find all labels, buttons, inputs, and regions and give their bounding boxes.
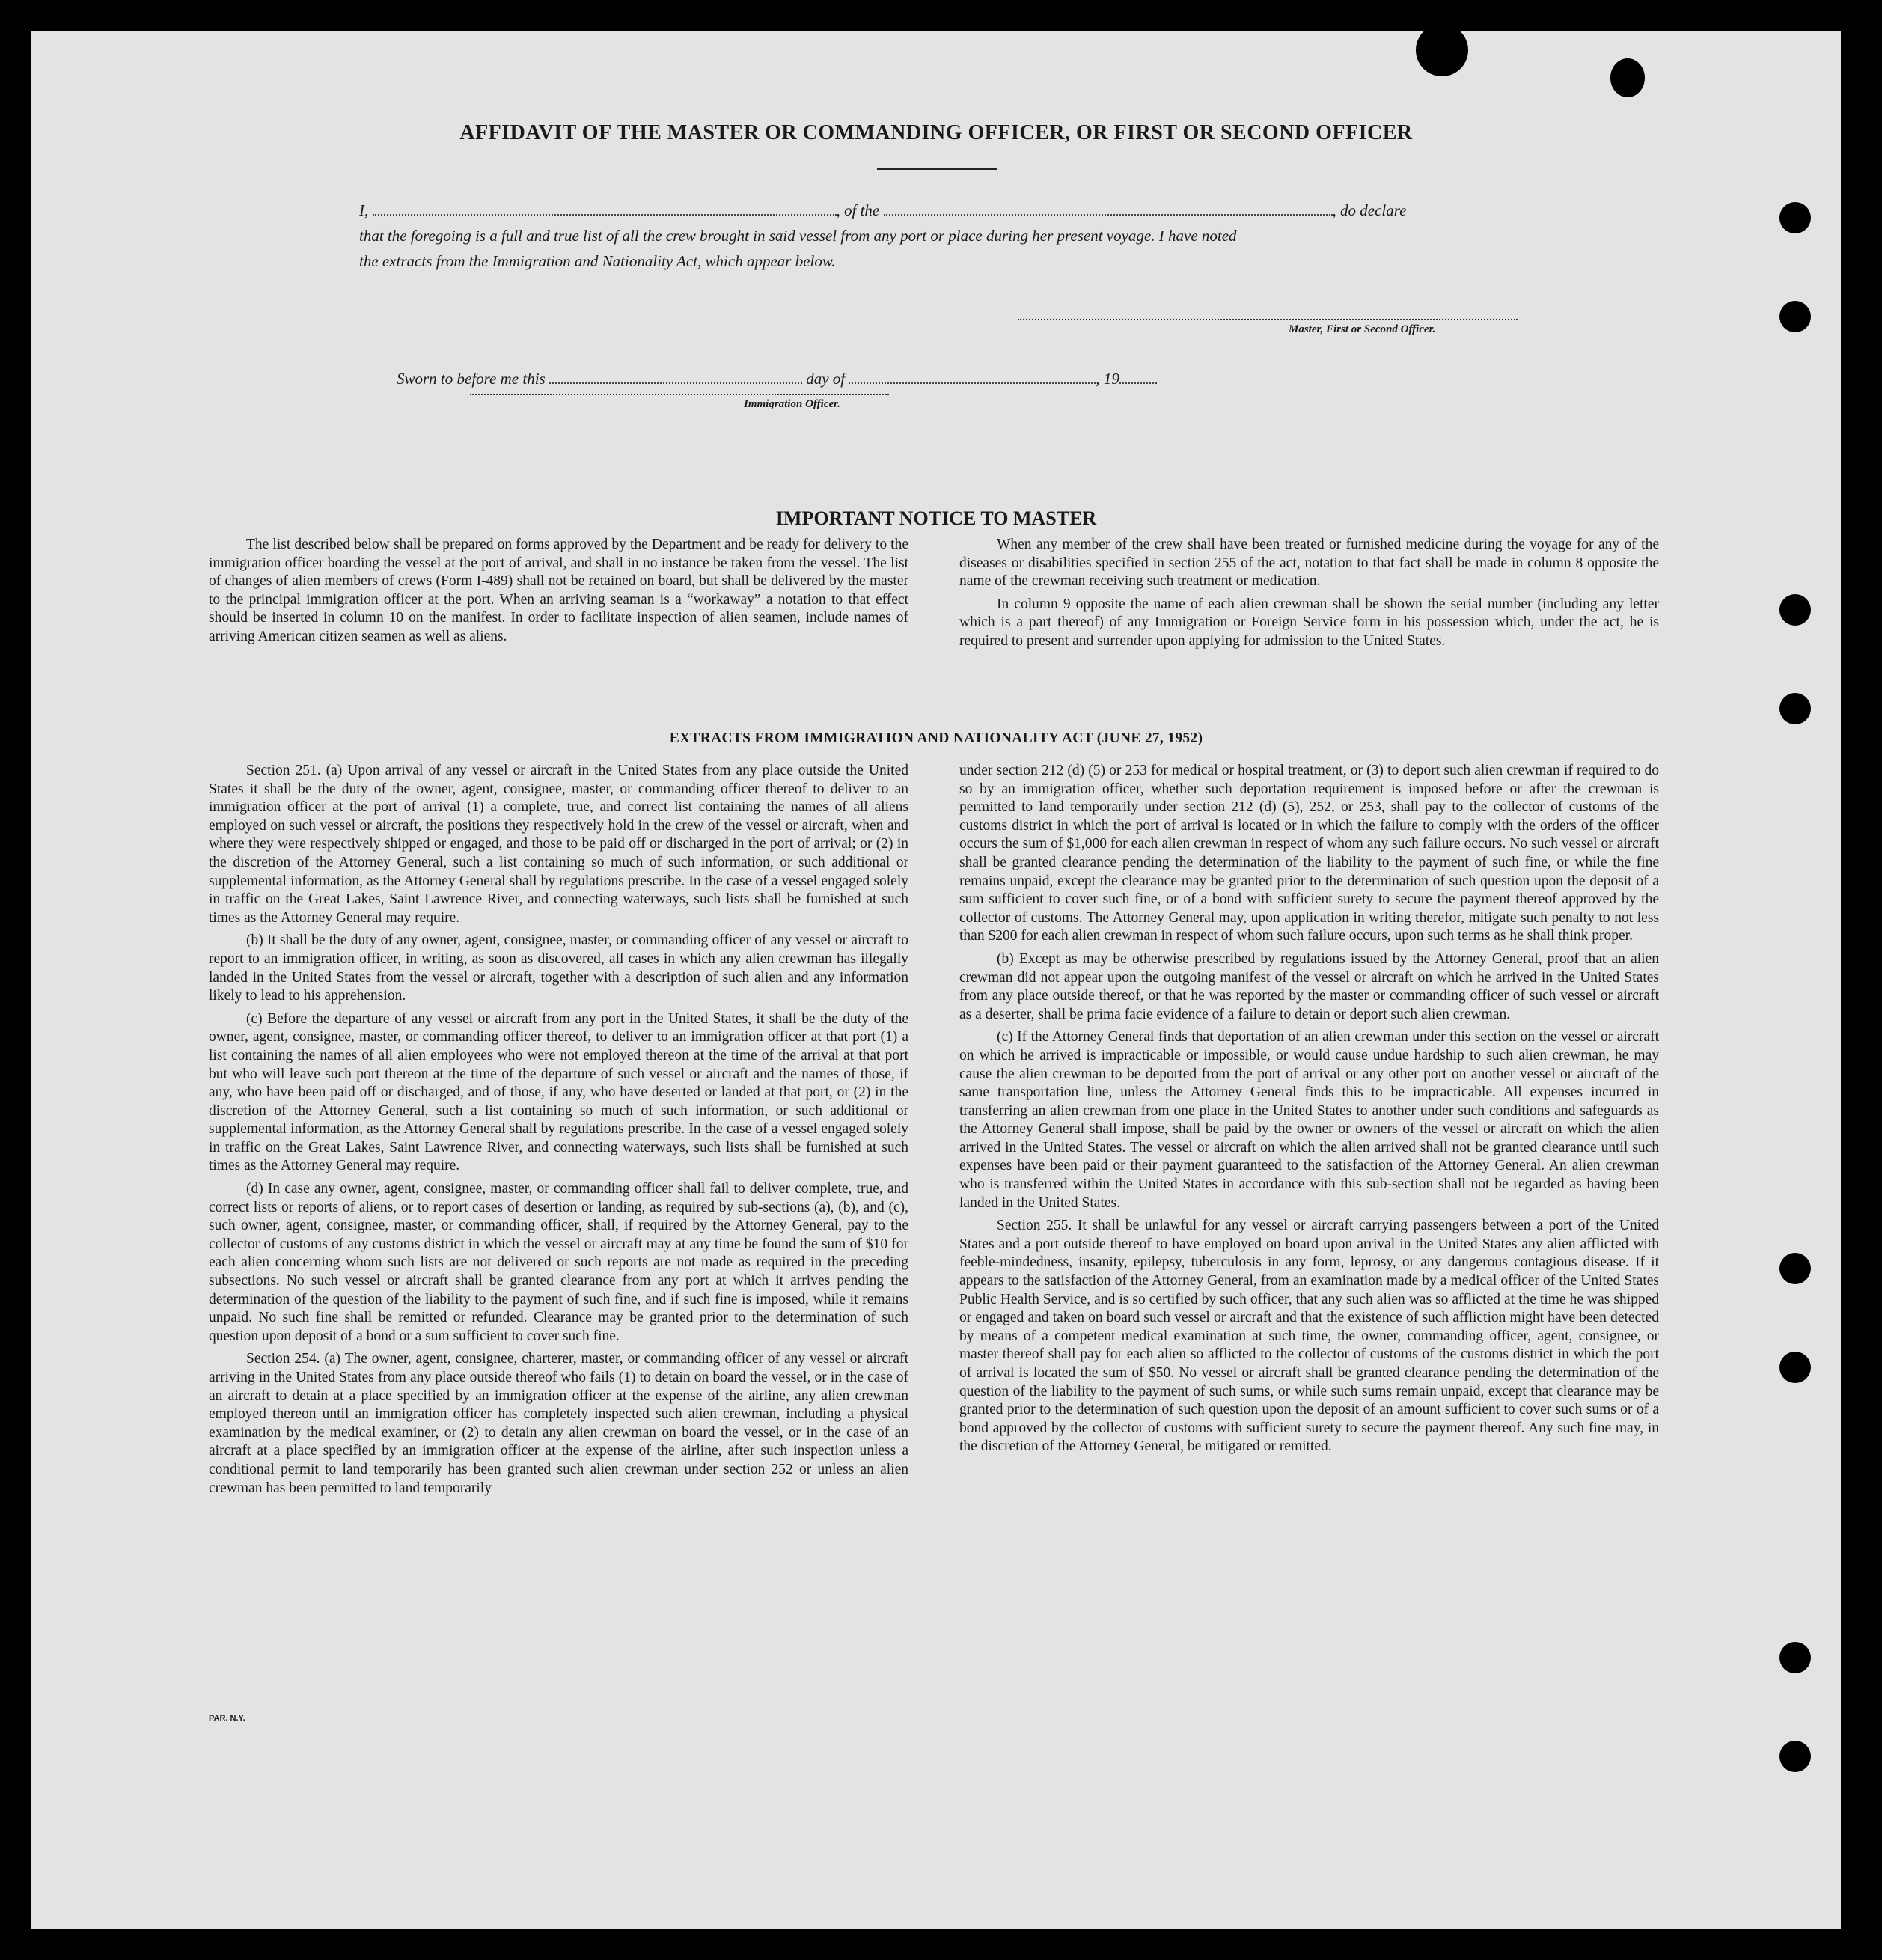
notice-paragraph: When any member of the crew shall have been treated or furnished medicine during the voyage for any of the diseases or disabilities specified in section 255 of the act, notation to that fact shall be made in column 8 opposite the name of the crewman receiving such treatment or medication. [959,537,1659,590]
sworn-line [397,370,1157,388]
binder-hole [1779,1741,1811,1772]
declaration-line-3: the extracts from the Immigration and Nationality Act, which appear below. [359,252,836,270]
declaration-block [359,198,1550,274]
binder-hole [1779,202,1811,233]
notice-paragraph: In column 9 opposite the name of each alien crewman shall be shown the serial number (including any letter which is a part thereof) of any Immigration or Foreign Service form in his possession which, under the act, he is required to present and surrender upon applying for admission to the United States. [959,596,1659,649]
sworn-prefix: Sworn to before me this [397,370,546,388]
document-page [31,31,1841,1929]
month-blank[interactable] [849,372,1096,384]
extract-paragraph: Section 254. (a) The owner, agent, consignee, charterer, master, or commanding officer of any vessel or aircraft arriving in the United States from any place outside thereof who fails (1) to detain on board the vessel, or in the case of an aircraft to detain at a place specified by an immigration officer at the expense of the airline, any alien crewman employed thereon until an immigration officer has completely inspected such alien crewman, including a physical examination by the medical examiner, or (2) to detain any alien crewman on board the vessel, or in the case of an aircraft at a place specified by an immigration officer at the expense of the airline, after such inspection unless a conditional permit to land temporarily has been granted such alien crewman under section 252 or unless an alien crewman has been permitted to land temporarily [209,1351,908,1496]
declaration-line-1 [359,198,1550,223]
master-signature-line[interactable] [1018,319,1518,320]
declaration-mid: , of the [836,201,880,219]
name-blank[interactable] [373,204,837,216]
torn-corner [1416,31,1468,76]
binder-hole [1779,301,1811,332]
notice-paragraph: The list described below shall be prepared on forms approved by the Department and be ready for delivery to the immigration officer boarding the vessel at the port of arrival, and shall in no instance be taken from the vessel. The list of changes of alien members of crews (Form I-489) shall not be retained on board, but shall be delivered by the master to the principal immigration officer at the port. When an arriving seaman is a “workaway” a notation to that effect should be inserted in column 10 on the manifest. In order to facilitate inspection of alien seamen, include names of arriving American citizen seamen as well as aliens. [209,537,908,644]
torn-edge [1610,58,1645,97]
extract-paragraph: under section 212 (d) (5) or 253 for medical or hospital treatment, or (3) to deport such alien crewman if required to do so by an immigration officer, whether such deportation requirement is imposed before or after the crewman is permitted to land temporarily under section 212 (d) (5), 252, or 253, shall pay to the collector of customs of the customs district in which the port of arrival is located or in which the failure to comply with the orders of the officer occurs the sum of $1,000 for each alien crewman in respect of whom any such failure occurs. No such vessel or aircraft shall be granted clearance pending the determination of the liability to the payment of such fine, or while the fine remains unpaid, except the clearance may be granted prior to the determination of such question upon the deposit of a sum sufficient to cover such fine, or of a bond with sufficient surety to secure the payment thereof approved by the collector of customs. The Attorney General may, upon application in writing therefor, mitigate such penalty to not less than $200 for each alien crewman in respect of whom such failure occurs, upon such terms as he shall think proper. [959,763,1659,944]
extract-paragraph: (b) It shall be the duty of any owner, agent, consignee, master, or commanding officer of any vessel or aircraft to report to an immigration officer, in writing, as soon as discovered, all cases in which any alien crewman has illegally landed in the United States from the vessel or aircraft, together with a description of such alien and any information likely to lead to his apprehension. [209,932,908,1004]
notice-left-column [209,536,908,651]
extracts-title: EXTRACTS FROM IMMIGRATION AND NATIONALITY ACT (JUNE 27, 1952) [669,730,1203,746]
extracts-left-column [209,762,908,1502]
title-rule [877,168,997,170]
binder-hole [1779,1642,1811,1673]
extract-paragraph: Section 251. (a) Upon arrival of any vessel or aircraft in the United States from any place outside the United States it shall be the duty of the owner, agent, consignee, master, or commanding officer thereof to deliver to an immigration officer at the port of arrival (1) a complete, true, and correct list containing the names of all aliens employed on such vessel or aircraft, the positions they respectively hold in the crew of the vessel or aircraft, when and where they were respectively shipped or engaged, and those to be paid off or discharged in the port of arrival; or (2) in the discretion of the Attorney General, such a list containing so much of such information, or such additional or supplemental information, as the Attorney General shall by regulations prescribe. In the case of a vessel engaged solely in traffic on the Great Lakes, Saint Lawrence River, and connecting waterways, such lists shall be furnished at such times as the Attorney General may require. [209,763,908,926]
vessel-blank[interactable] [884,204,1333,216]
notice-right-column [959,536,1659,656]
extract-paragraph: Section 255. It shall be unlawful for any vessel or aircraft carrying passengers between a port of the United States and a port outside thereof to have employed on board upon arrival in the United States any alien afflicted with feeble-mindedness, insanity, epilepsy, tuberculosis in any form, leprosy, or any dangerous contagious disease. If it appears to the satisfaction of the Attorney General, from an examination made by a medical officer of the United States Public Health Service, and is so certified by such officer, that any such alien was so afflicted at the time he was shipped or engaged and taken on board such vessel or aircraft and that the existence of such affliction might have been detected by means of a competent medical examination at such time, the owner, commanding officer, agent, consignee, or master thereof shall pay for each alien so afflicted to the collector of customs of the customs district in which the port of arrival is located the sum of $50. No vessel or aircraft shall be granted clearance pending the determination of the question of the liability to the payment of such sums, or while such sums remain unpaid, except that clearance may be granted prior to the determination of such question upon the deposit of an amount sufficient to cover such sums or of a bond approved by the collector of customs with sufficient surety to secure the payment thereof. Any such fine may, in the discretion of the Attorney General, be mitigated or remitted. [959,1218,1659,1455]
officer-signature-caption: Immigration Officer. [744,398,840,410]
binder-hole [1779,1253,1811,1284]
declaration-line-2: that the foregoing is a full and true list of all the crew brought in said vessel from any port or place during her present voyage. I have noted [359,227,1237,245]
officer-signature-line[interactable] [470,394,889,395]
year-blank[interactable] [1119,372,1157,384]
binder-hole [1779,594,1811,626]
declaration-prefix: I, [359,201,369,219]
binder-hole [1779,1352,1811,1383]
binder-hole [1779,693,1811,724]
extract-paragraph: (c) Before the departure of any vessel or aircraft from any port in the United States, it shall be the duty of the owner, agent, consignee, master, or commanding officer thereof, to deliver to an immigration officer at that port (1) a list containing the names of all alien employees who were not employed thereon at the time of the arrival at that port but who will leave such port thereon at the time of the departure of such vessel or aircraft and the names of those, if any, who have been paid off or discharged, and of those, if any, who have deserted or landed at that port, or (2) in the discretion of the Attorney General, such a list containing so much of such information, or such additional or supplemental information, as the Attorney General shall by regulations prescribe. In the case of a vessel engaged solely in traffic on the Great Lakes, Saint Lawrence River, and connecting waterways, such lists shall be furnished at such times as the Attorney General may require. [209,1010,908,1174]
master-signature-caption: Master, First or Second Officer. [1289,323,1436,335]
extracts-right-column [959,762,1659,1461]
extract-paragraph: (b) Except as may be otherwise prescribed by regulations issued by the Attorney General, proof that an alien crewman did not appear upon the outgoing manifest of the vessel or aircraft on which he arrived in the United States from any place outside thereof, or that he was reported by the master or commanding officer of such vessel or aircraft as a deserter, shall be prima facie evidence of a failure to detain or deport such alien crewman. [959,950,1659,1022]
extract-paragraph: (c) If the Attorney General finds that deportation of an alien crewman under this section on the vessel or aircraft on which he arrived is impracticable or impossible, or would cause undue hardship to such alien crewman, he may cause the alien crewman to be deported from the port of arrival or any other port on another vessel or aircraft of the same transportation line, unless the Attorney General finds this to be impracticable. All expenses incurred in transferring an alien crewman from one place in the United States to another under such conditions and safeguards as the Attorney General shall impose, shall be paid by the owner or owners of the vessel or aircraft on which the alien arrived in the United States. The vessel or aircraft on which the alien arrived shall not be granted clearance until such expenses have been paid or their payment guaranteed to the satisfaction of the Attorney General. An alien crewman who is transferred within the United States in accordance with this sub-section shall not be regarded as having been landed in the United States. [959,1029,1659,1211]
notice-title: IMPORTANT NOTICE TO MASTER [775,507,1097,529]
declaration-suffix: , do declare [1332,201,1407,219]
sworn-mid: day of [806,370,846,388]
sworn-year-prefix: , 19 [1096,370,1119,388]
extract-paragraph: (d) In case any owner, agent, consignee, master, or commanding officer shall fail to deliver complete, true, and correct lists or reports of aliens, or to report cases of desertion or landing, as required by sub-sections (a), (b), and (c), such owner, agent, consignee, master, or commanding officer, shall, if required by the Attorney General, pay to the collector of customs of any customs district in which the vessel or aircraft may at any time be found the sum of $10 for each alien concerning whom such lists are not delivered or such reports are not made as required in the preceding subsections. No such vessel or aircraft shall be granted clearance from any port at which it arrives pending the determination of the question of the liability to the payment of such fine, and if such fine is imposed, while it remains unpaid. No such fine shall be remitted or refunded. Clearance may be granted prior to the determination of such question upon deposit of a bond or a sum sufficient to cover such fine. [209,1181,908,1344]
printer-mark: PAR. N.Y. [209,1714,245,1723]
affidavit-title: AFFIDAVIT OF THE MASTER OR COMMANDING OFFICER, OR FIRST OR SECOND OFFICER [459,121,1413,144]
day-blank[interactable] [549,372,802,384]
